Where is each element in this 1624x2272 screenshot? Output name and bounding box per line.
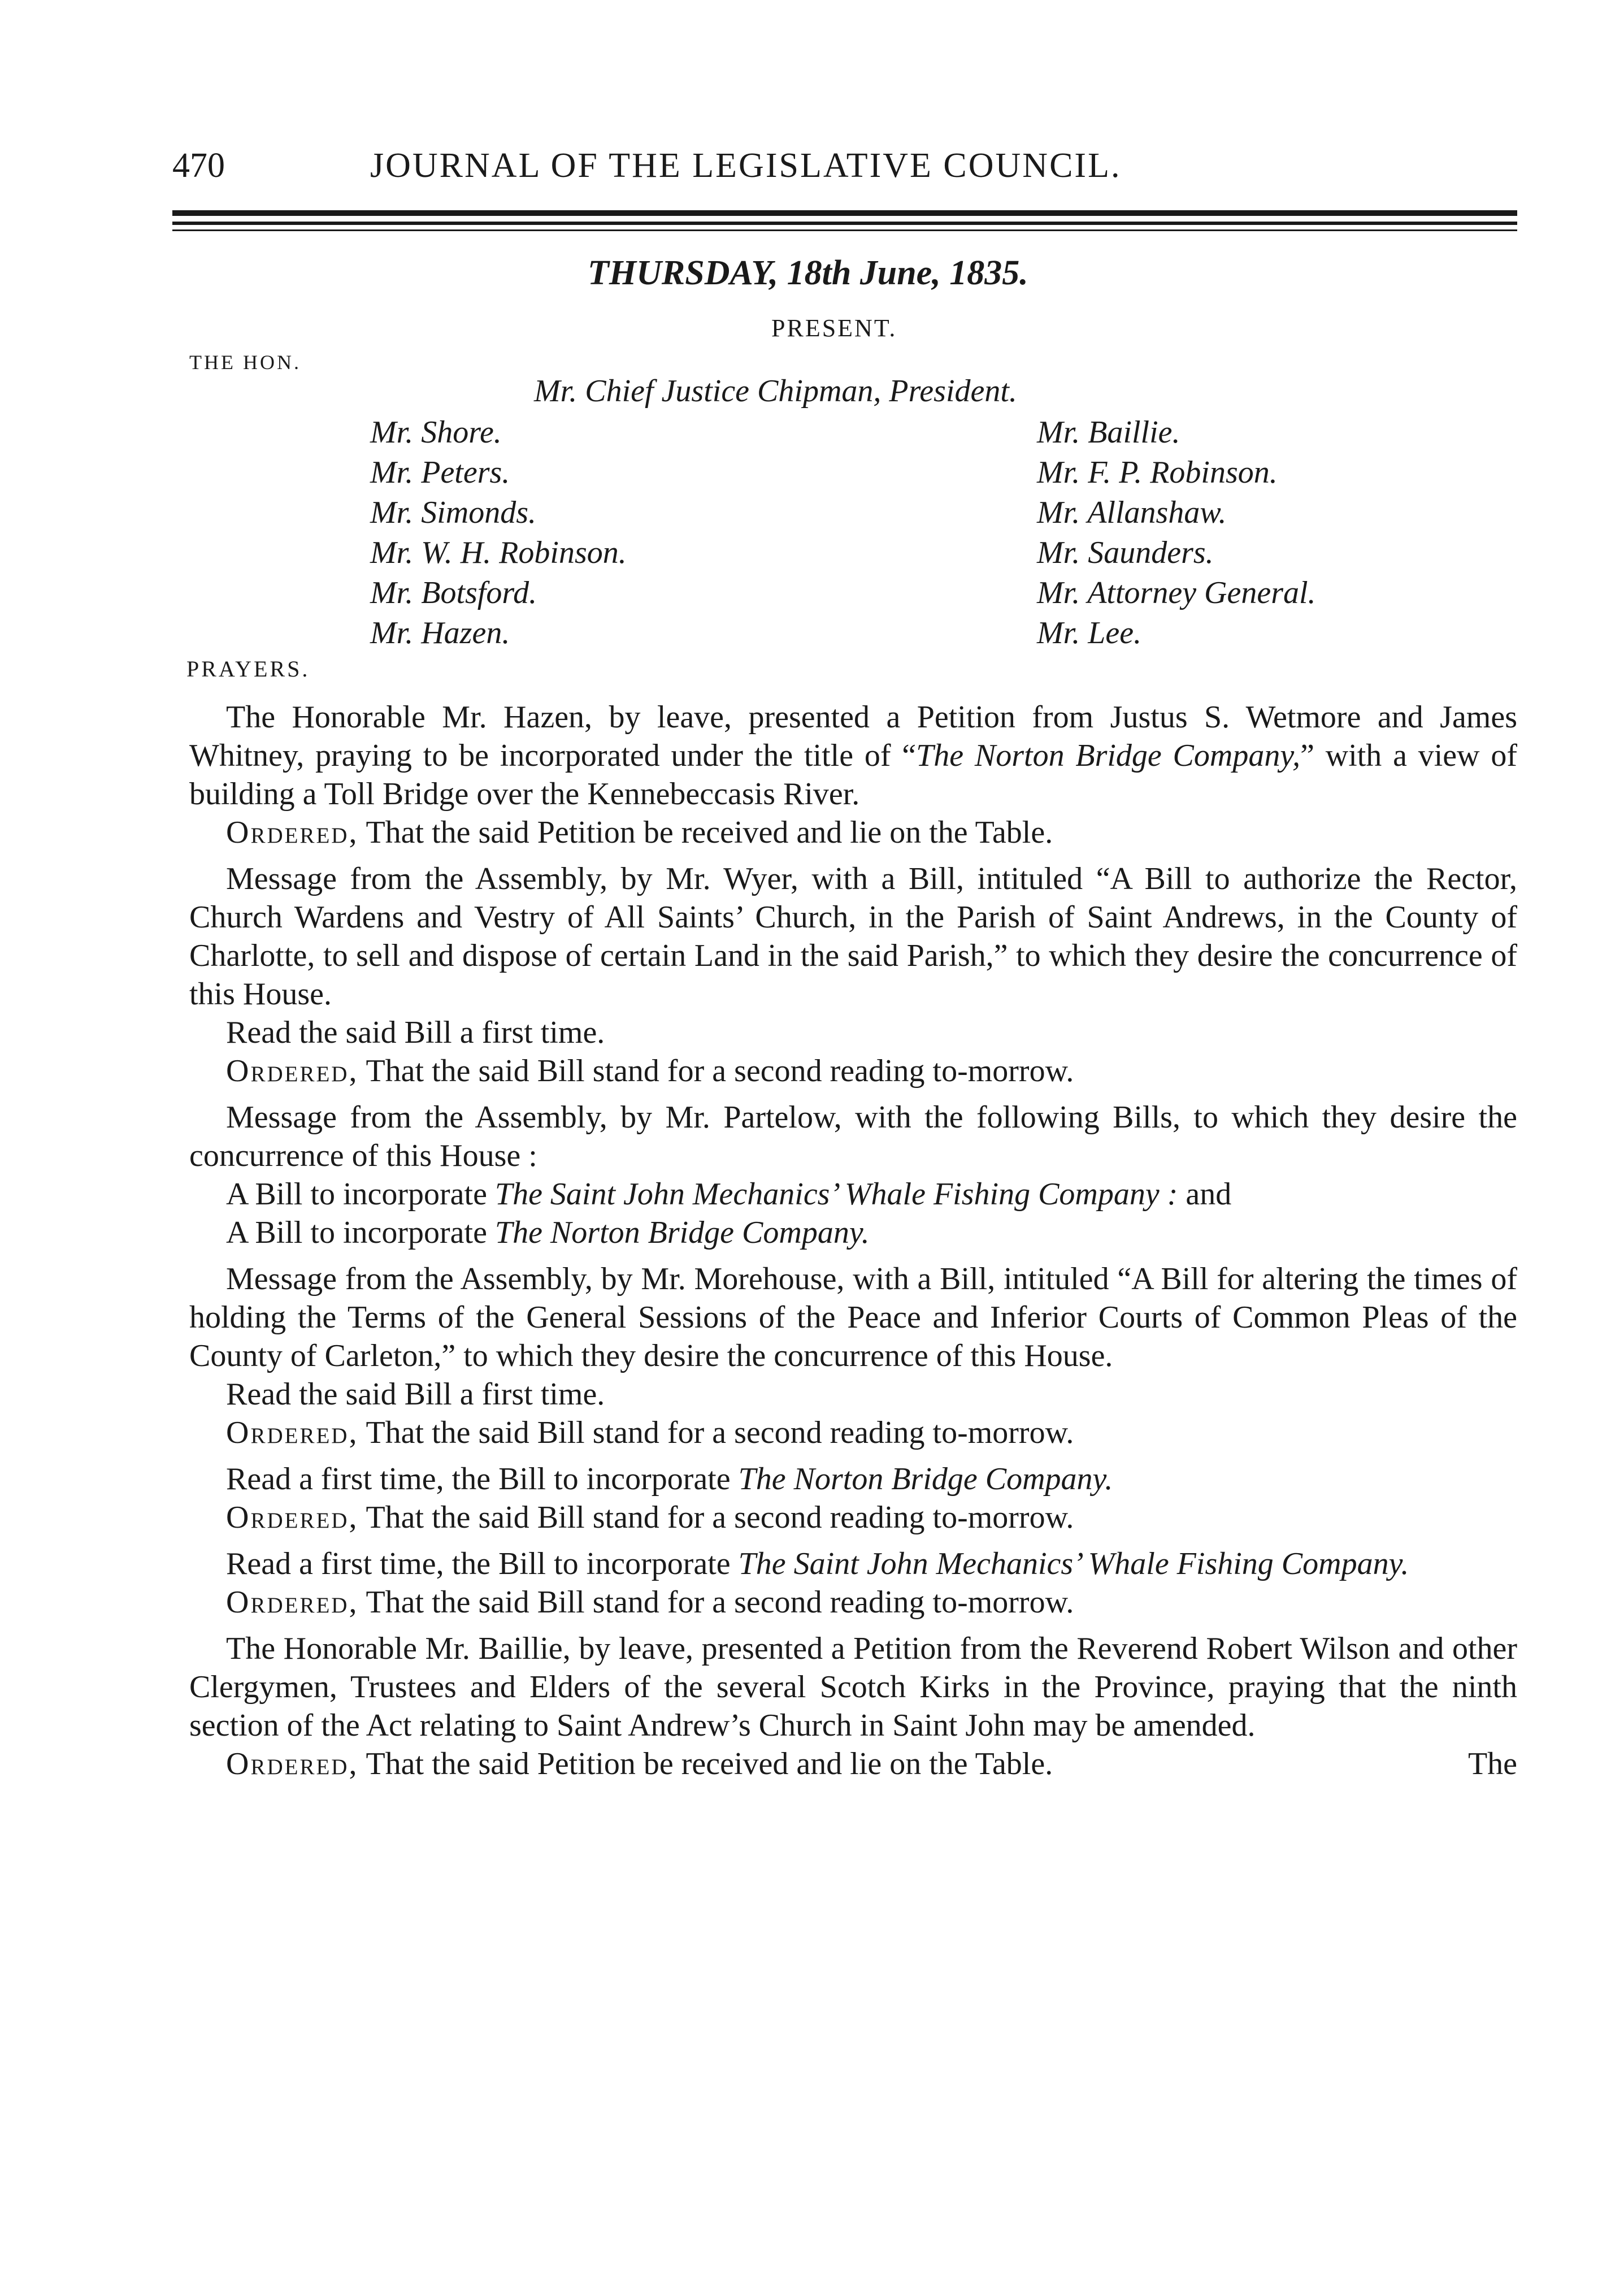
member-name: Mr. Allanshaw. <box>1037 495 1227 530</box>
ordered-entry <box>189 1052 1517 1090</box>
text-run: Read a first time, the Bill to incorporate <box>226 1546 739 1581</box>
members-list-right <box>1037 413 1316 653</box>
ordered-label: Ordered, <box>226 1585 359 1620</box>
member-name: Mr. W. H. Robinson. <box>370 535 627 570</box>
page-number: 470 <box>172 146 225 185</box>
member-name: Mr. Botsford. <box>370 575 537 610</box>
ordered-label: Ordered, <box>226 1053 359 1089</box>
present-label: PRESENT. <box>771 314 897 342</box>
ordered-label: Ordered, <box>226 815 359 850</box>
member-name: Mr. Baillie. <box>1037 415 1180 450</box>
company-name: The Saint John Mechanics’ Whale Fishing Company. <box>738 1546 1409 1581</box>
message-paragraph: Message from the Assembly, by Mr. Wyer, with a Bill, intituled “A Bill to authorize the Rector, Church Wardens and Vestry of All Saints’ Church, in the Parish of Saint Andrews, in the County of Charlotte, to sell and dispose of certain Land in the said Parish,” to which they desire the concurrence of this House. <box>189 861 1517 1012</box>
ordered-text: That the said Bill stand for a second reading to-morrow. <box>366 1053 1074 1089</box>
member-name: Mr. Shore. <box>370 415 502 450</box>
header-rule-thin <box>172 229 1517 231</box>
header-rule-thick <box>172 210 1517 216</box>
text-run: A Bill to incorporate <box>226 1215 495 1250</box>
petition-paragraph: The Honorable Mr. Baillie, by leave, presented a Petition from the Reverend Robert Wilson and other Clergymen, Trustees and Elders of the several Scotch Kirks in the Province, praying that the ninth section of the Act relating to Saint Andrew’s Church in Saint John may be amended. <box>189 1631 1517 1743</box>
member-name: Mr. Hazen. <box>370 615 510 651</box>
ordered-entry <box>189 1414 1517 1452</box>
page-header <box>172 146 1517 197</box>
member-name: Mr. Saunders. <box>1037 535 1214 570</box>
ordered-text: That the said Bill stand for a second reading to-morrow. <box>366 1585 1074 1620</box>
read-entry: Read the said Bill a first time. <box>226 1377 605 1412</box>
ordered-text: That the said Petition be received and lie on the Table. <box>366 1746 1053 1781</box>
company-name: The Norton Bridge Company. <box>738 1462 1113 1497</box>
ordered-text: That the said Bill stand for a second reading to-morrow. <box>366 1500 1074 1535</box>
members-list-left <box>370 413 627 653</box>
ordered-text: That the said Petition be received and lie on the Table. <box>366 815 1053 850</box>
message-paragraph: Message from the Assembly, by Mr. Morehouse, with a Bill, intituled “A Bill for altering the times of holding the Terms of the General Sessions of the Peace and Inferior Courts of Common Pleas of the County of Carleton,” to which they desire the concurrence of this House. <box>189 1261 1517 1373</box>
text-run: The Honorable Mr. Hazen, by leave, presented a Petition from Justus S. Wetmore and James Whitney, praying to be incorporated under the title of “ <box>189 700 1517 773</box>
the-hon-label: THE HON. <box>189 351 301 374</box>
member-name: Mr. Lee. <box>1037 615 1142 651</box>
company-name: The Norton Bridge Company, <box>916 738 1301 773</box>
running-title: JOURNAL OF THE LEGISLATIVE COUNCIL. <box>370 146 1122 185</box>
company-name: The Norton Bridge Company. <box>494 1215 870 1250</box>
prayers-label: PRAYERS. <box>186 656 310 682</box>
member-name: Mr. Attorney General. <box>1037 575 1316 610</box>
reading-paragraph <box>189 1545 1517 1583</box>
ordered-entry <box>189 1498 1517 1537</box>
member-name: Mr. Peters. <box>370 455 510 490</box>
ordered-entry <box>189 813 1517 852</box>
text-run: ” with a view of building a Toll Bridge over the Kennebeccasis River. <box>189 738 1517 812</box>
president-line: Mr. Chief Justice Chipman, President. <box>534 374 1017 409</box>
journal-body <box>189 698 1517 1783</box>
read-entry: Read the said Bill a first time. <box>226 1015 605 1050</box>
header-rule-middle <box>172 222 1517 225</box>
text-run: Read a first time, the Bill to incorporate <box>226 1462 739 1497</box>
ordered-label: Ordered, <box>226 1746 359 1781</box>
text-run: A Bill to incorporate <box>226 1177 495 1212</box>
ordered-entry <box>189 1745 1517 1783</box>
date-heading: THURSDAY, 18th June, 1835. <box>588 254 1028 292</box>
member-name: Mr. F. P. Robinson. <box>1037 455 1278 490</box>
ordered-text: That the said Bill stand for a second reading to-morrow. <box>366 1415 1074 1450</box>
message-paragraph: Message from the Assembly, by Mr. Partelow, with the following Bills, to which they desire the concurrence of this House : <box>189 1100 1517 1173</box>
ordered-entry <box>189 1583 1517 1621</box>
bill-entry <box>189 1213 1517 1252</box>
ordered-label: Ordered, <box>226 1500 359 1535</box>
member-name: Mr. Simonds. <box>370 495 537 530</box>
petition-paragraph <box>189 698 1517 813</box>
ordered-label: Ordered, <box>226 1415 359 1450</box>
company-name: The Saint John Mechanics’ Whale Fishing Company : <box>494 1177 1178 1212</box>
reading-paragraph <box>189 1460 1517 1498</box>
catchword: The <box>1467 1746 1517 1781</box>
bill-entry <box>189 1175 1517 1213</box>
text-run: and <box>1178 1177 1232 1212</box>
